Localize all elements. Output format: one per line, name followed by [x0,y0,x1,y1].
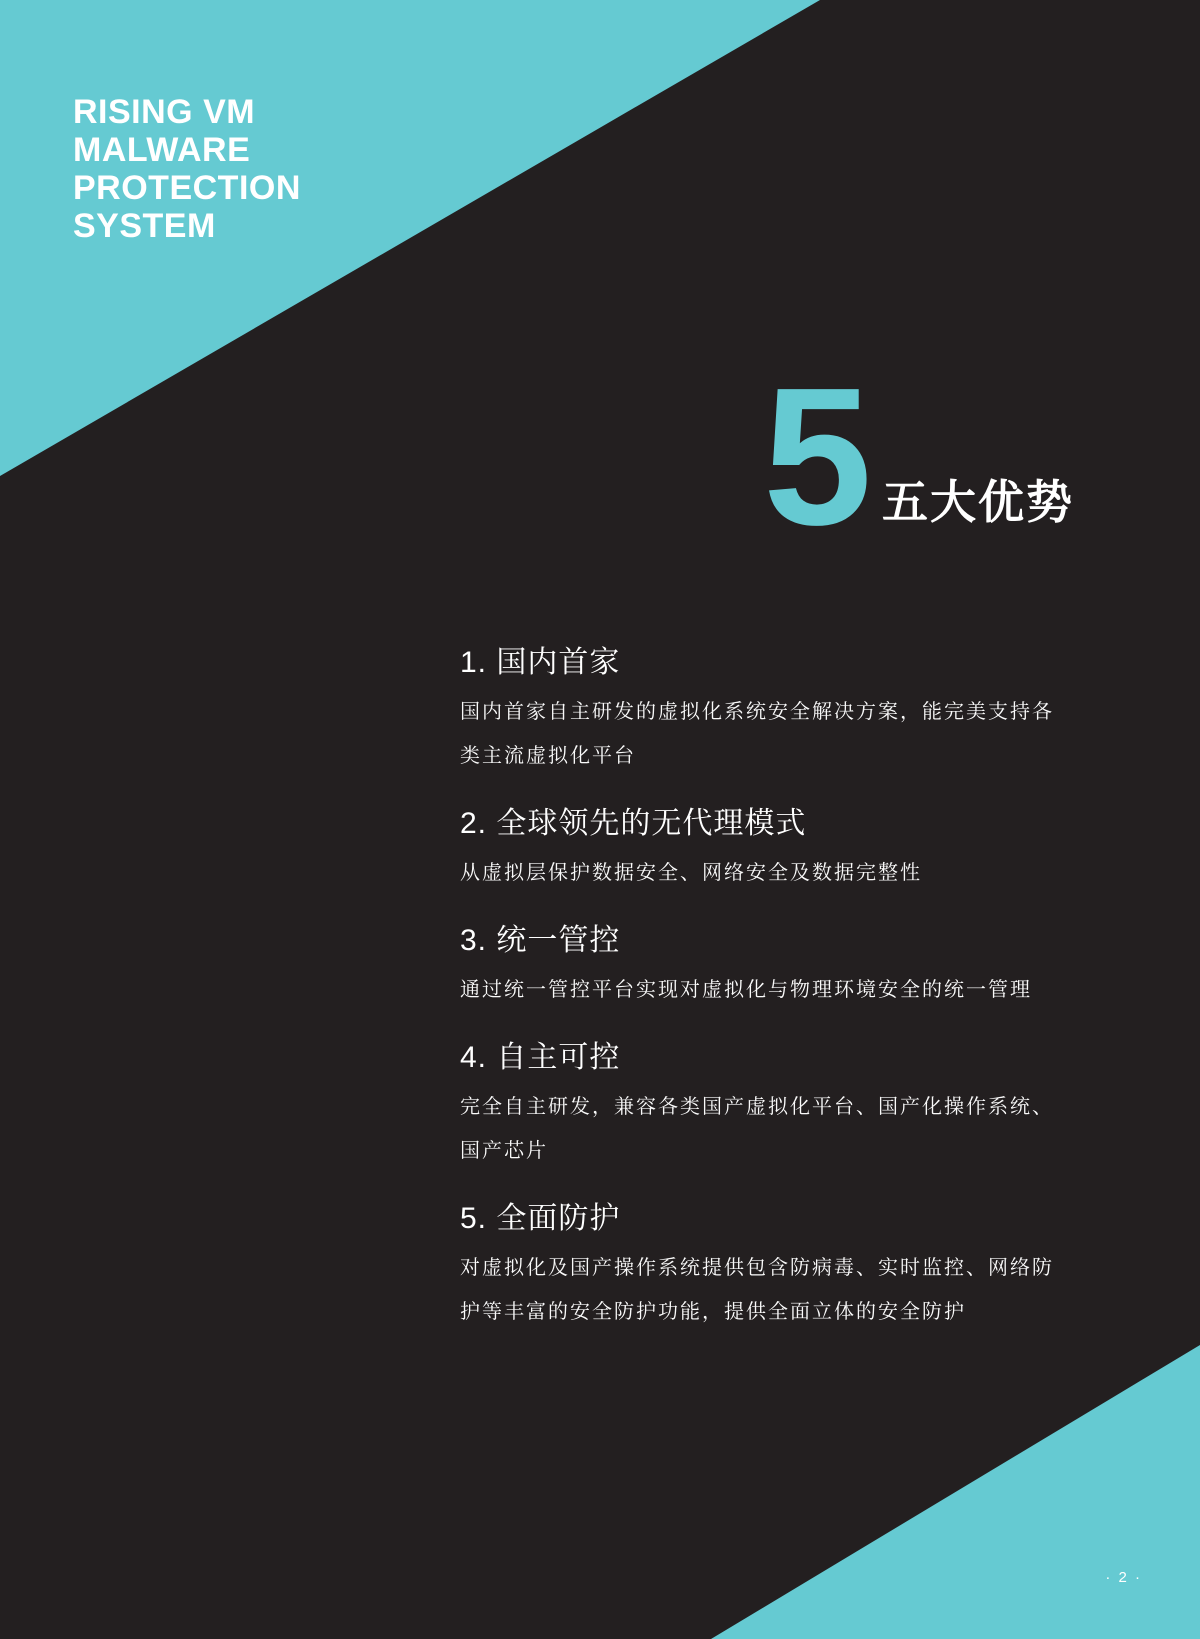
advantage-title: 1. 国内首家 [460,646,621,679]
list-item [460,1039,1060,1173]
advantage-description: 国内首家自主研发的虚拟化系统安全解决方案，能完美支持各类主流虚拟化平台 [460,701,1054,767]
advantage-title: 4. 自主可控 [460,1041,621,1074]
section-hero [763,347,1075,566]
list-item [460,1200,1060,1334]
brand-title-line-2: MALWARE [73,131,251,169]
advantage-description: 从虚拟层保护数据安全、网络安全及数据完整性 [460,862,922,884]
section-heading: 五大优势 [882,476,1075,529]
advantage-description: 对虚拟化及国产操作系统提供包含防病毒、实时监控、网络防护等丰富的安全防护功能，提供全面立体的安全防护 [460,1257,1054,1323]
advantage-title: 5. 全面防护 [460,1202,621,1235]
advantage-description: 完全自主研发，兼容各类国产虚拟化平台、国产化操作系统、国产芯片 [460,1096,1054,1162]
brand-title-line-3: PROTECTION [73,169,301,207]
brand-title-line-4: SYSTEM [73,207,216,245]
list-item [460,805,1060,895]
advantage-description: 通过统一管控平台实现对虚拟化与物理环境安全的统一管理 [460,979,1032,1001]
advantage-title: 3. 统一管控 [460,924,621,957]
advantages-list [460,644,1060,1361]
page-number: · 2 · [1105,1569,1142,1586]
hero-big-number: 5 [763,347,873,566]
list-item [460,644,1060,778]
brand-title-line-1: RISING VM [73,93,256,131]
list-item [460,922,1060,1012]
brand-title [73,93,301,245]
advantage-title: 2. 全球领先的无代理模式 [460,807,807,840]
